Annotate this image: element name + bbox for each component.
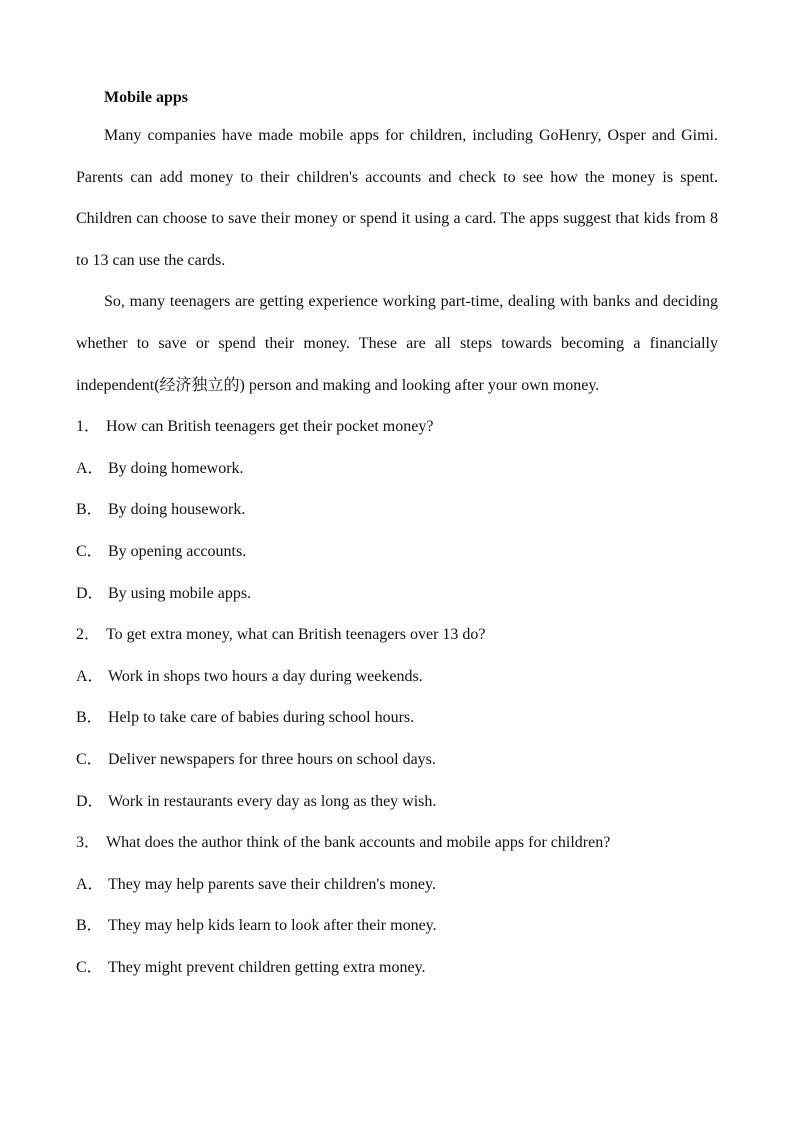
option-d xyxy=(76,573,718,615)
option-text: By doing housework. xyxy=(108,501,246,519)
question-stem xyxy=(76,614,718,656)
option-text: Work in restaurants every day as long as they wish. xyxy=(108,792,437,810)
option-letter: B． xyxy=(76,917,103,935)
question-text: How can British teenagers get their pocket money? xyxy=(106,418,434,436)
option-c xyxy=(76,947,718,989)
option-text: They might prevent children getting extra money. xyxy=(108,958,426,976)
option-letter: D． xyxy=(76,792,104,810)
option-c xyxy=(76,531,718,573)
question-3 xyxy=(76,822,718,988)
question-text: To get extra money, what can British teenagers over 13 do? xyxy=(106,626,486,644)
option-text: They may help parents save their children's money. xyxy=(108,875,436,893)
question-number: 3． xyxy=(76,834,101,852)
option-d xyxy=(76,781,718,823)
paragraph-1: Many companies have made mobile apps for children, including GoHenry, Osper and Gimi. Parents can add money to their children's accounts and check to see how the money is spent. Children can choose to save their money or spend it using a card. The apps suggest that kids from 8 to 13 can use the cards. xyxy=(76,127,718,269)
option-b xyxy=(76,905,718,947)
option-a xyxy=(76,864,718,906)
option-letter: C． xyxy=(76,750,103,768)
option-letter: B． xyxy=(76,709,103,727)
question-stem xyxy=(76,406,718,448)
option-text: By opening accounts. xyxy=(108,542,247,560)
option-letter: C． xyxy=(76,958,103,976)
question-2 xyxy=(76,614,718,822)
option-text: By using mobile apps. xyxy=(108,584,252,602)
option-b xyxy=(76,697,718,739)
paragraph-2: So, many teenagers are getting experience working part-time, dealing with banks and deciding whether to save or spend their money. These are all steps towards becoming a financially independent(经济独立的) person and making and looking after your own money. xyxy=(76,293,718,394)
section-title: Mobile apps xyxy=(104,89,189,106)
document-content xyxy=(76,80,718,988)
option-letter: B． xyxy=(76,501,103,519)
option-letter: A． xyxy=(76,459,104,477)
option-text: Help to take care of babies during school hours. xyxy=(108,709,415,727)
option-a xyxy=(76,656,718,698)
option-letter: C． xyxy=(76,542,103,560)
option-letter: A． xyxy=(76,667,104,685)
option-text: Work in shops two hours a day during weekends. xyxy=(108,667,423,685)
question-1 xyxy=(76,406,718,614)
question-text: What does the author think of the bank accounts and mobile apps for children? xyxy=(106,834,611,852)
option-b xyxy=(76,489,718,531)
option-letter: D． xyxy=(76,584,104,602)
question-stem xyxy=(76,822,718,864)
question-number: 2． xyxy=(76,626,101,644)
option-letter: A． xyxy=(76,875,104,893)
option-text: By doing homework. xyxy=(108,459,244,477)
option-a xyxy=(76,448,718,490)
option-text: They may help kids learn to look after their money. xyxy=(108,917,437,935)
option-c xyxy=(76,739,718,781)
option-text: Deliver newspapers for three hours on school days. xyxy=(108,750,436,768)
question-number: 1． xyxy=(76,418,101,436)
